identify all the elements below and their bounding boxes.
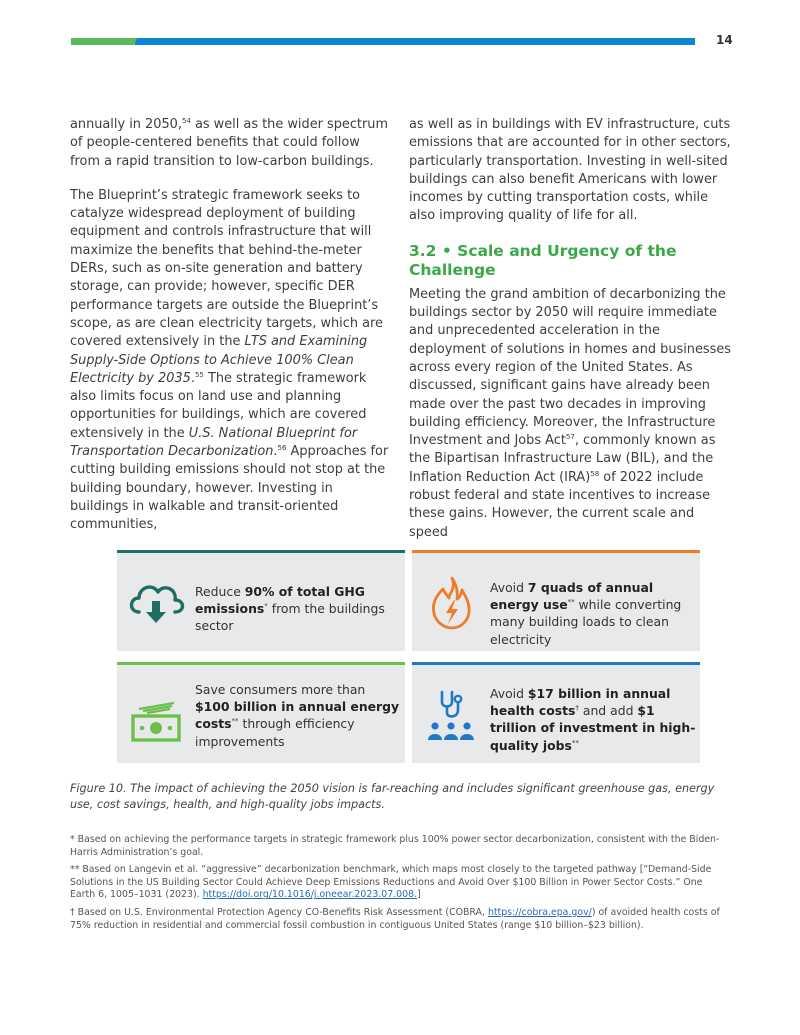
card-text: Avoid $17 billion in annual health costs† and add $1 trillion of investment in high-quality jobs** [490,686,696,753]
paragraph: Meeting the grand ambition of decarbonizing the buildings sector by 2050 will require immediate and unprecedented acceleration in the deployment of solutions in homes and businesses across every region of the United States. As discussed, significant gains have already been made over the past two decades in improving building efficiency. Moreover, the Infrastructure Investment and Jobs Act$^{57}$, commonly known as the Bipartisan Infrastructure Law (BIL), and the Inflation Reduction Act (IRA)$^{58}$ of 2022 include robust federal and state incentives to increase these gains. However, the current scale and speed [409,286,731,540]
card-text: Reduce 90% of total GHG emissions* from the buildings sector [195,584,385,634]
card-accent-rule [412,550,700,553]
paragraph: The Blueprint’s strategic framework seeks to catalyze widespread deployment of building equipment and controls infrastructure that will maximize the benefits that behind-the-meter DERs, such as on-site generation and battery storage, can provide; however, specific DER performance targets are outside the Blueprint’s scope, as are clean electricity targets, which are covered extensively in the LTS and Examining Supply-Side Options to Achieve 100% Clean Electricity by 2035.55 The strategic framework also limits focus on land use and planning opportunities for buildings, which are covered extensively in the U.S. National Blueprint for Transportation Decarbonization.$^{56}$ Approaches for cutting building emissions should not stop at the building boundary, however. Investing in buildings in walkable and transit-oriented communities, [70,187,389,533]
cobra-link[interactable]: https://cobra.epa.gov/ [487,906,592,918]
citation-title: U.S. National Blueprint for Transportation Decarbonization [70,425,358,460]
impact-card-health-jobs [412,662,700,763]
body-column-right [409,116,731,558]
header-bar-blue [135,38,695,45]
section-heading: 3.2 • Scale and Urgency of the Challenge [409,241,677,279]
header-bar-green [71,38,137,45]
card-accent-rule [117,550,405,553]
footnote: † Based on U.S. Environmental Protection Agency CO-Benefits Risk Assessment (COBRA, https://cobra.epa.gov/) of avoided health costs of 75% reduction in residential and commercial fossil combustion in contiguous United States (range $10 billion–$23 billion). [70,906,720,931]
card-text: Avoid 7 quads of annual energy use** while converting many building loads to clean electricity [490,580,682,647]
flame-bolt-icon [420,572,482,634]
citation-title: LTS and Examining Supply-Side Options to Achieve 100% Clean Electricity by 2035 [70,334,368,386]
paragraph: annually in 2050,54 as well as the wider spectrum of people-centered benefits that could follow from a rapid transition to low-carbon buildings. [70,117,389,169]
paragraph: as well as in buildings with EV infrastructure, cuts emissions that are accounted for in other sectors, particularly transportation. Investing in well-sited buildings can also benefit Americans with lower incomes by cutting transportation costs, while also improving quality of life for all. [409,117,731,224]
footnote: ** Based on Langevin et al. “aggressive” decarbonization benchmark, which maps most closely to the targeted pathway [“Demand-Side Solutions in the US Building Sector Could Achieve Deep Emissions Reductions and Avoid Over $100 Billion in Power Sector Costs.” One Earth 6, 1005–1031 (2023). https://doi.org/10.1016/j.oneear.2023.07.008.] [70,864,712,901]
header-accent-bar [71,38,695,45]
footnotes [70,834,730,937]
body-column-left [70,116,392,551]
card-text: Save consumers more than $100 billion in annual energy costs** through efficiency improvements [195,682,400,749]
card-accent-rule [412,662,700,665]
money-icon [125,684,187,746]
footnote: * Based on achieving the performance targets in strategic framework plus 100% power sector decarbonization, consistent with the Biden-Harris Administration’s goal. [70,834,720,858]
doi-link[interactable]: https://doi.org/10.1016/j.oneear.2023.07.008. [202,889,418,901]
impact-card-energy [412,550,700,651]
page-number: 14 [716,33,733,47]
card-accent-rule [117,662,405,665]
health-workers-icon [420,684,482,746]
impact-card-savings [117,662,405,763]
cloud-download-icon [125,572,187,634]
figure-caption: Figure 10. The impact of achieving the 2050 vision is far-reaching and includes significant greenhouse gas, energy use, cost savings, health, and high-quality jobs impacts. [70,782,715,811]
impact-card-emissions [117,550,405,651]
